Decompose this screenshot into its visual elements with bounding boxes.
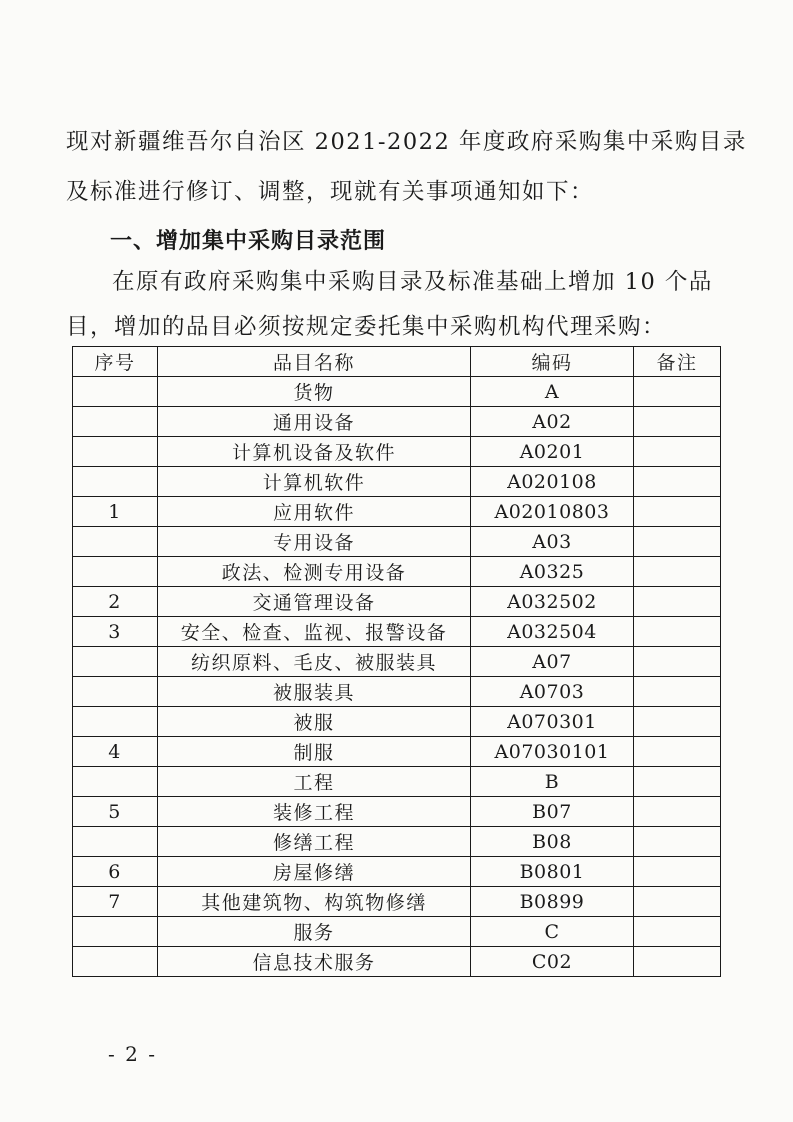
table-row xyxy=(73,737,721,767)
name-cell: 专用设备 xyxy=(158,527,471,557)
name-cell: 被服装具 xyxy=(158,677,471,707)
seq-cell xyxy=(73,767,158,797)
table-row xyxy=(73,677,721,707)
table-row xyxy=(73,887,721,917)
code-cell: A07030101 xyxy=(471,737,634,767)
seq-cell xyxy=(73,707,158,737)
note-cell xyxy=(634,437,721,467)
code-cell: B07 xyxy=(471,797,634,827)
name-cell: 制服 xyxy=(158,737,471,767)
note-cell xyxy=(634,467,721,497)
seq-cell xyxy=(73,677,158,707)
code-cell: C02 xyxy=(471,947,634,977)
code-cell: A xyxy=(471,377,634,407)
page-number: - 2 - xyxy=(108,1042,157,1066)
table-row xyxy=(73,407,721,437)
code-cell: A03 xyxy=(471,527,634,557)
name-cell: 计算机软件 xyxy=(158,467,471,497)
header-name: 品目名称 xyxy=(158,347,471,377)
table-row xyxy=(73,557,721,587)
seq-cell: 1 xyxy=(73,497,158,527)
seq-cell xyxy=(73,527,158,557)
name-cell: 服务 xyxy=(158,917,471,947)
note-cell xyxy=(634,947,721,977)
name-cell: 纺织原料、毛皮、被服装具 xyxy=(158,647,471,677)
header-code: 编码 xyxy=(471,347,634,377)
note-cell xyxy=(634,497,721,527)
table-row xyxy=(73,437,721,467)
table-row xyxy=(73,647,721,677)
code-cell: A070301 xyxy=(471,707,634,737)
note-cell xyxy=(634,827,721,857)
name-cell: 信息技术服务 xyxy=(158,947,471,977)
table-row xyxy=(73,767,721,797)
name-cell: 安全、检查、监视、报警设备 xyxy=(158,617,471,647)
code-cell: A032504 xyxy=(471,617,634,647)
note-cell xyxy=(634,737,721,767)
code-cell: A0325 xyxy=(471,557,634,587)
code-cell: A0201 xyxy=(471,437,634,467)
table-row xyxy=(73,917,721,947)
code-cell: A0703 xyxy=(471,677,634,707)
seq-cell xyxy=(73,947,158,977)
seq-cell: 6 xyxy=(73,857,158,887)
code-cell: A07 xyxy=(471,647,634,677)
table-row xyxy=(73,587,721,617)
note-cell xyxy=(634,407,721,437)
seq-cell xyxy=(73,917,158,947)
table-row xyxy=(73,947,721,977)
body-line-2: 目，增加的品目必须按规定委托集中采购机构代理采购： xyxy=(66,314,667,340)
note-cell xyxy=(634,617,721,647)
intro-line-2: 及标准进行修订、调整，现就有关事项通知如下： xyxy=(66,179,595,205)
note-cell xyxy=(634,707,721,737)
note-cell xyxy=(634,377,721,407)
seq-cell xyxy=(73,467,158,497)
note-cell xyxy=(634,557,721,587)
code-cell: A032502 xyxy=(471,587,634,617)
code-cell: B xyxy=(471,767,634,797)
name-cell: 交通管理设备 xyxy=(158,587,471,617)
seq-cell: 5 xyxy=(73,797,158,827)
note-cell xyxy=(634,857,721,887)
table-row xyxy=(73,827,721,857)
seq-cell xyxy=(73,437,158,467)
table-row xyxy=(73,377,721,407)
seq-cell xyxy=(73,827,158,857)
note-cell xyxy=(634,647,721,677)
seq-cell: 2 xyxy=(73,587,158,617)
name-cell: 其他建筑物、构筑物修缮 xyxy=(158,887,471,917)
code-cell: C xyxy=(471,917,634,947)
code-cell: A020108 xyxy=(471,467,634,497)
section-heading: 一、增加集中采购目录范围 xyxy=(110,229,387,254)
name-cell: 应用软件 xyxy=(158,497,471,527)
name-cell: 政法、检测专用设备 xyxy=(158,557,471,587)
table-row xyxy=(73,467,721,497)
name-cell: 被服 xyxy=(158,707,471,737)
note-cell xyxy=(634,887,721,917)
seq-cell xyxy=(73,647,158,677)
code-cell: A02 xyxy=(471,407,634,437)
name-cell: 装修工程 xyxy=(158,797,471,827)
table-row xyxy=(73,797,721,827)
name-cell: 房屋修缮 xyxy=(158,857,471,887)
seq-cell: 3 xyxy=(73,617,158,647)
note-cell xyxy=(634,797,721,827)
note-cell xyxy=(634,527,721,557)
seq-cell xyxy=(73,377,158,407)
seq-cell: 4 xyxy=(73,737,158,767)
code-cell: A02010803 xyxy=(471,497,634,527)
note-cell xyxy=(634,677,721,707)
name-cell: 货物 xyxy=(158,377,471,407)
code-cell: B08 xyxy=(471,827,634,857)
table-row xyxy=(73,857,721,887)
note-cell xyxy=(634,767,721,797)
intro-line-1: 现对新疆维吾尔自治区 2021-2022 年度政府采购集中采购目录 xyxy=(66,129,747,155)
table-row xyxy=(73,497,721,527)
note-cell xyxy=(634,917,721,947)
table-row xyxy=(73,707,721,737)
code-cell: B0801 xyxy=(471,857,634,887)
catalog-table xyxy=(72,346,721,977)
seq-cell: 7 xyxy=(73,887,158,917)
code-cell: B0899 xyxy=(471,887,634,917)
header-note: 备注 xyxy=(634,347,721,377)
table-row xyxy=(73,617,721,647)
name-cell: 工程 xyxy=(158,767,471,797)
name-cell: 通用设备 xyxy=(158,407,471,437)
name-cell: 计算机设备及软件 xyxy=(158,437,471,467)
note-cell xyxy=(634,587,721,617)
body-line-1: 在原有政府采购集中采购目录及标准基础上增加 10 个品 xyxy=(112,269,713,295)
table-header-row xyxy=(73,347,721,377)
name-cell: 修缮工程 xyxy=(158,827,471,857)
table-row xyxy=(73,527,721,557)
header-seq: 序号 xyxy=(73,347,158,377)
seq-cell xyxy=(73,557,158,587)
seq-cell xyxy=(73,407,158,437)
